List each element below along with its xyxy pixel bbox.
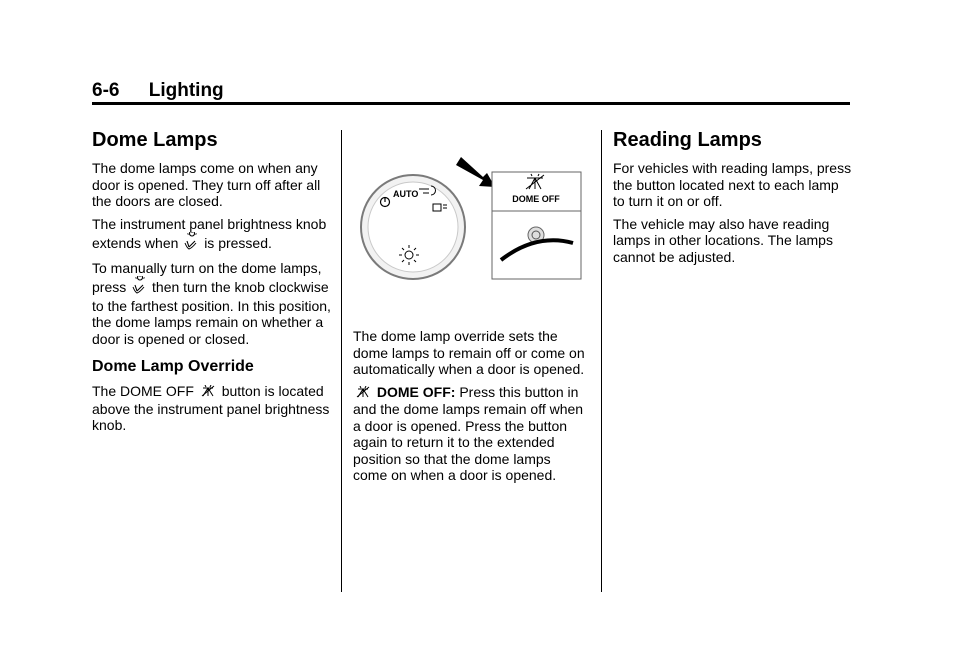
header-rule bbox=[92, 102, 850, 105]
dome-lamp-knob-icon bbox=[132, 276, 146, 298]
page-header bbox=[92, 80, 224, 102]
dome-off-icon bbox=[355, 385, 371, 402]
dome-lamps-paragraph-1: The dome lamps come on when any door is opened. They turn off after all the doors are closed. bbox=[92, 160, 321, 209]
dome-off-figure-label: DOME OFF bbox=[512, 194, 560, 204]
override-paragraph-1: The dome lamp override sets the dome lamps to remain off or come on automatically when a door is opened. bbox=[353, 328, 585, 377]
dome-lamp-override-heading: Dome Lamp Override bbox=[92, 358, 254, 375]
dome-lamp-override-paragraph: The DOME OFF button is located above the instrument panel brightness knob. bbox=[92, 383, 330, 433]
column-divider-1 bbox=[341, 130, 342, 592]
right-column bbox=[613, 128, 853, 271]
left-column bbox=[92, 128, 332, 440]
section-number: 6-6 bbox=[92, 80, 120, 101]
dome-lamps-paragraph-3: To manually turn on the dome lamps, press then turn the knob clockwise to the farthest position. In this position, the dome lamps remain on whether a door is opened or closed. bbox=[92, 259, 331, 347]
dome-lamps-paragraph-2: The instrument panel brightness knob extends when is pressed. bbox=[92, 216, 332, 254]
auto-label: AUTO bbox=[393, 189, 419, 199]
section-title: Lighting bbox=[148, 80, 224, 101]
column-divider-2 bbox=[601, 130, 602, 592]
override-paragraph-2: DOME OFF: Press this button in and the dome lamps remain off when a door is opened. Press the button again to return it to the extended position so that the dome lamps come on when a door is opened. bbox=[353, 383, 584, 483]
reading-lamps-heading: Reading Lamps bbox=[613, 129, 762, 151]
dome-off-term: DOME OFF: bbox=[376, 383, 456, 400]
reading-lamps-paragraph-1: For vehicles with reading lamps, press the button located next to each lamp to turn it on or off. bbox=[613, 160, 852, 209]
reading-lamps-paragraph-2: The vehicle may also have reading lamps in other locations. The lamps cannot be adjusted. bbox=[613, 215, 833, 265]
dome-off-icon bbox=[200, 384, 216, 401]
dome-lamp-knob-icon bbox=[184, 232, 198, 254]
middle-column bbox=[353, 128, 588, 490]
dome-lamps-heading: Dome Lamps bbox=[92, 129, 218, 151]
